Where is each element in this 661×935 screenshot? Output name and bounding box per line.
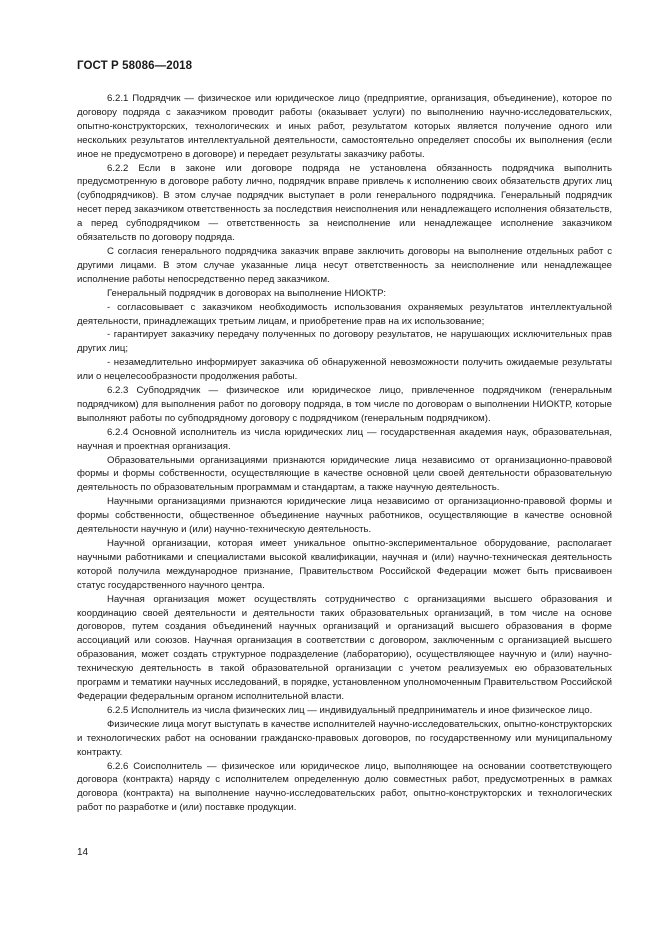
paragraph-6-2-6: 6.2.6 Соисполнитель — физическое или юридическое лицо, выполняющее на основании соответствующего договора (контракта) наряду с исполнителем определенную долю совместных работ, предусмотренных в рамках договора (контракта) на выполнение научно-исследовательских работ, опытно-конструкторских и технологических работ по разработке и (или) поставке продукции. — [77, 760, 612, 814]
paragraph: С согласия генерального подрядчика заказчик вправе заключить договоры на выполнение отдельных работ с другими лицами. В этом случае указанные лица несут ответственность за неисполнение или ненадлежащее исполнение работы непосредственно перед заказчиком. — [77, 245, 612, 285]
document-body — [77, 92, 612, 815]
paragraph-6-2-1: 6.2.1 Подрядчик — физическое или юридическое лицо (предприятие, организация, объединение), которое по договору подряда с заказчиком проводит работы (оказывает услуги) по выполнению научно-исследовательских, опытно-конструкторских, технологических и иных работ, результатом которых является получение одного или нескольких результатов интеллектуальной деятельности, самостоятельно определяет способы их выполнения (если иное не предусмотрено в договоре) и передает результаты заказчику работы. — [77, 93, 612, 160]
paragraph-6-2-3: 6.2.3 Субподрядчик — физическое или юридическое лицо, привлеченное подрядчиком (генеральным подрядчиком) для выполнения работ по договору подряда, в том числе по договорам о выполнении НИОКТР, которые выполняют работы по субподрядному договору с подрядчиком (генеральным подрядчиком). — [77, 385, 612, 424]
list-item: - гарантирует заказчику передачу полученных по договору результатов, не нарушающих исключительных прав других лиц; — [77, 329, 612, 355]
paragraph: Образовательными организациями признаются юридические лица независимо от организационно-правовой формы и формы собственности, осуществляющие в качестве основной цели своей деятельности образовательную деятельность по образовательным программам и стандартам, а также научную деятельность. — [77, 454, 612, 494]
paragraph: Научной организации, которая имеет уникальное опытно-экспериментальное оборудование, располагает научными работниками и специалистами высокой квалификации, научная и (или) научно-техническая деятельность которой получила международное признание, Правительством Российской Федерации может быть присваивоен статус государственного научного центра. — [77, 538, 612, 591]
paragraph-6-2-5: 6.2.5 Исполнитель из числа физических лиц — индивидуальный предприниматель и иное физическое лицо. — [107, 704, 593, 716]
list-item: - согласовывает с заказчиком необходимость использования охраняемых результатов интеллектуальной деятельности, принадлежащих третьим лицам, и приобретение прав на их использование; — [77, 301, 612, 327]
paragraph: Научными организациями признаются юридические лица независимо от организационно-правовой формы и формы собственности, общественное объединение научных работников, осуществляющие в качестве основной деятельности научную и (или) научно-техническую деятельность. — [77, 496, 612, 536]
document-header: ГОСТ Р 58086—2018 — [77, 60, 193, 72]
paragraph: Научная организация может осуществлять сотрудничество с организациями высшего образования и координацию своей деятельности и деятельности таких образовательных организаций, в том числе на основе договоров, путем создания объединений научных организаций и организаций высшего образования в форме ассоциаций или союзов. Научная организация в соответствии с договором, заключенным с организацией высшего образования, может создать структурное подразделение (лабораторию), осуществляющее научную и (или) научно-техническую деятельность в такой образовательной организации с учетом реализуемых ею образовательных программ и тематики научных исследований, в порядке, установленном уполномоченным Правительством Российской Федерации федеральным органом исполнительной власти. — [77, 593, 612, 702]
paragraph: Физические лица могут выступать в качестве исполнителей научно-исследовательских, опытно-конструкторских и технологических работ на основании гражданско-правовых договоров, по государственному или муниципальному контракту. — [77, 718, 612, 758]
page-number: 14 — [77, 847, 89, 858]
paragraph-6-2-2: 6.2.2 Если в законе или договоре подряда не установлена обязанность подрядчика выполнить предусмотренную в договоре работу лично, подрядчик вправе привлечь к исполнению своих обязательств других лиц (субподрядчиков). В этом случае подрядчик выступает в роли генерального подрядчика. Генеральный подрядчик несет перед заказчиком ответственность за последствия неисполнения или ненадлежащего исполнения обязательств, а перед субподрядчиком — ответственность за неисполнение или ненадлежащее исполнение заказчиком обязательств по договору подряда. — [77, 162, 612, 244]
list-item: - незамедлительно информирует заказчика об обнаруженной невозможности получить ожидаемые результаты или о нецелесообразности продолжения работы. — [77, 357, 612, 383]
paragraph-6-2-4: 6.2.4 Основной исполнитель из числа юридических лиц — государственная академия наук, образовательная, научная и проектная организация. — [77, 426, 612, 452]
paragraph: Генеральный подрядчик в договорах на выполнение НИОКТР: — [107, 287, 387, 299]
